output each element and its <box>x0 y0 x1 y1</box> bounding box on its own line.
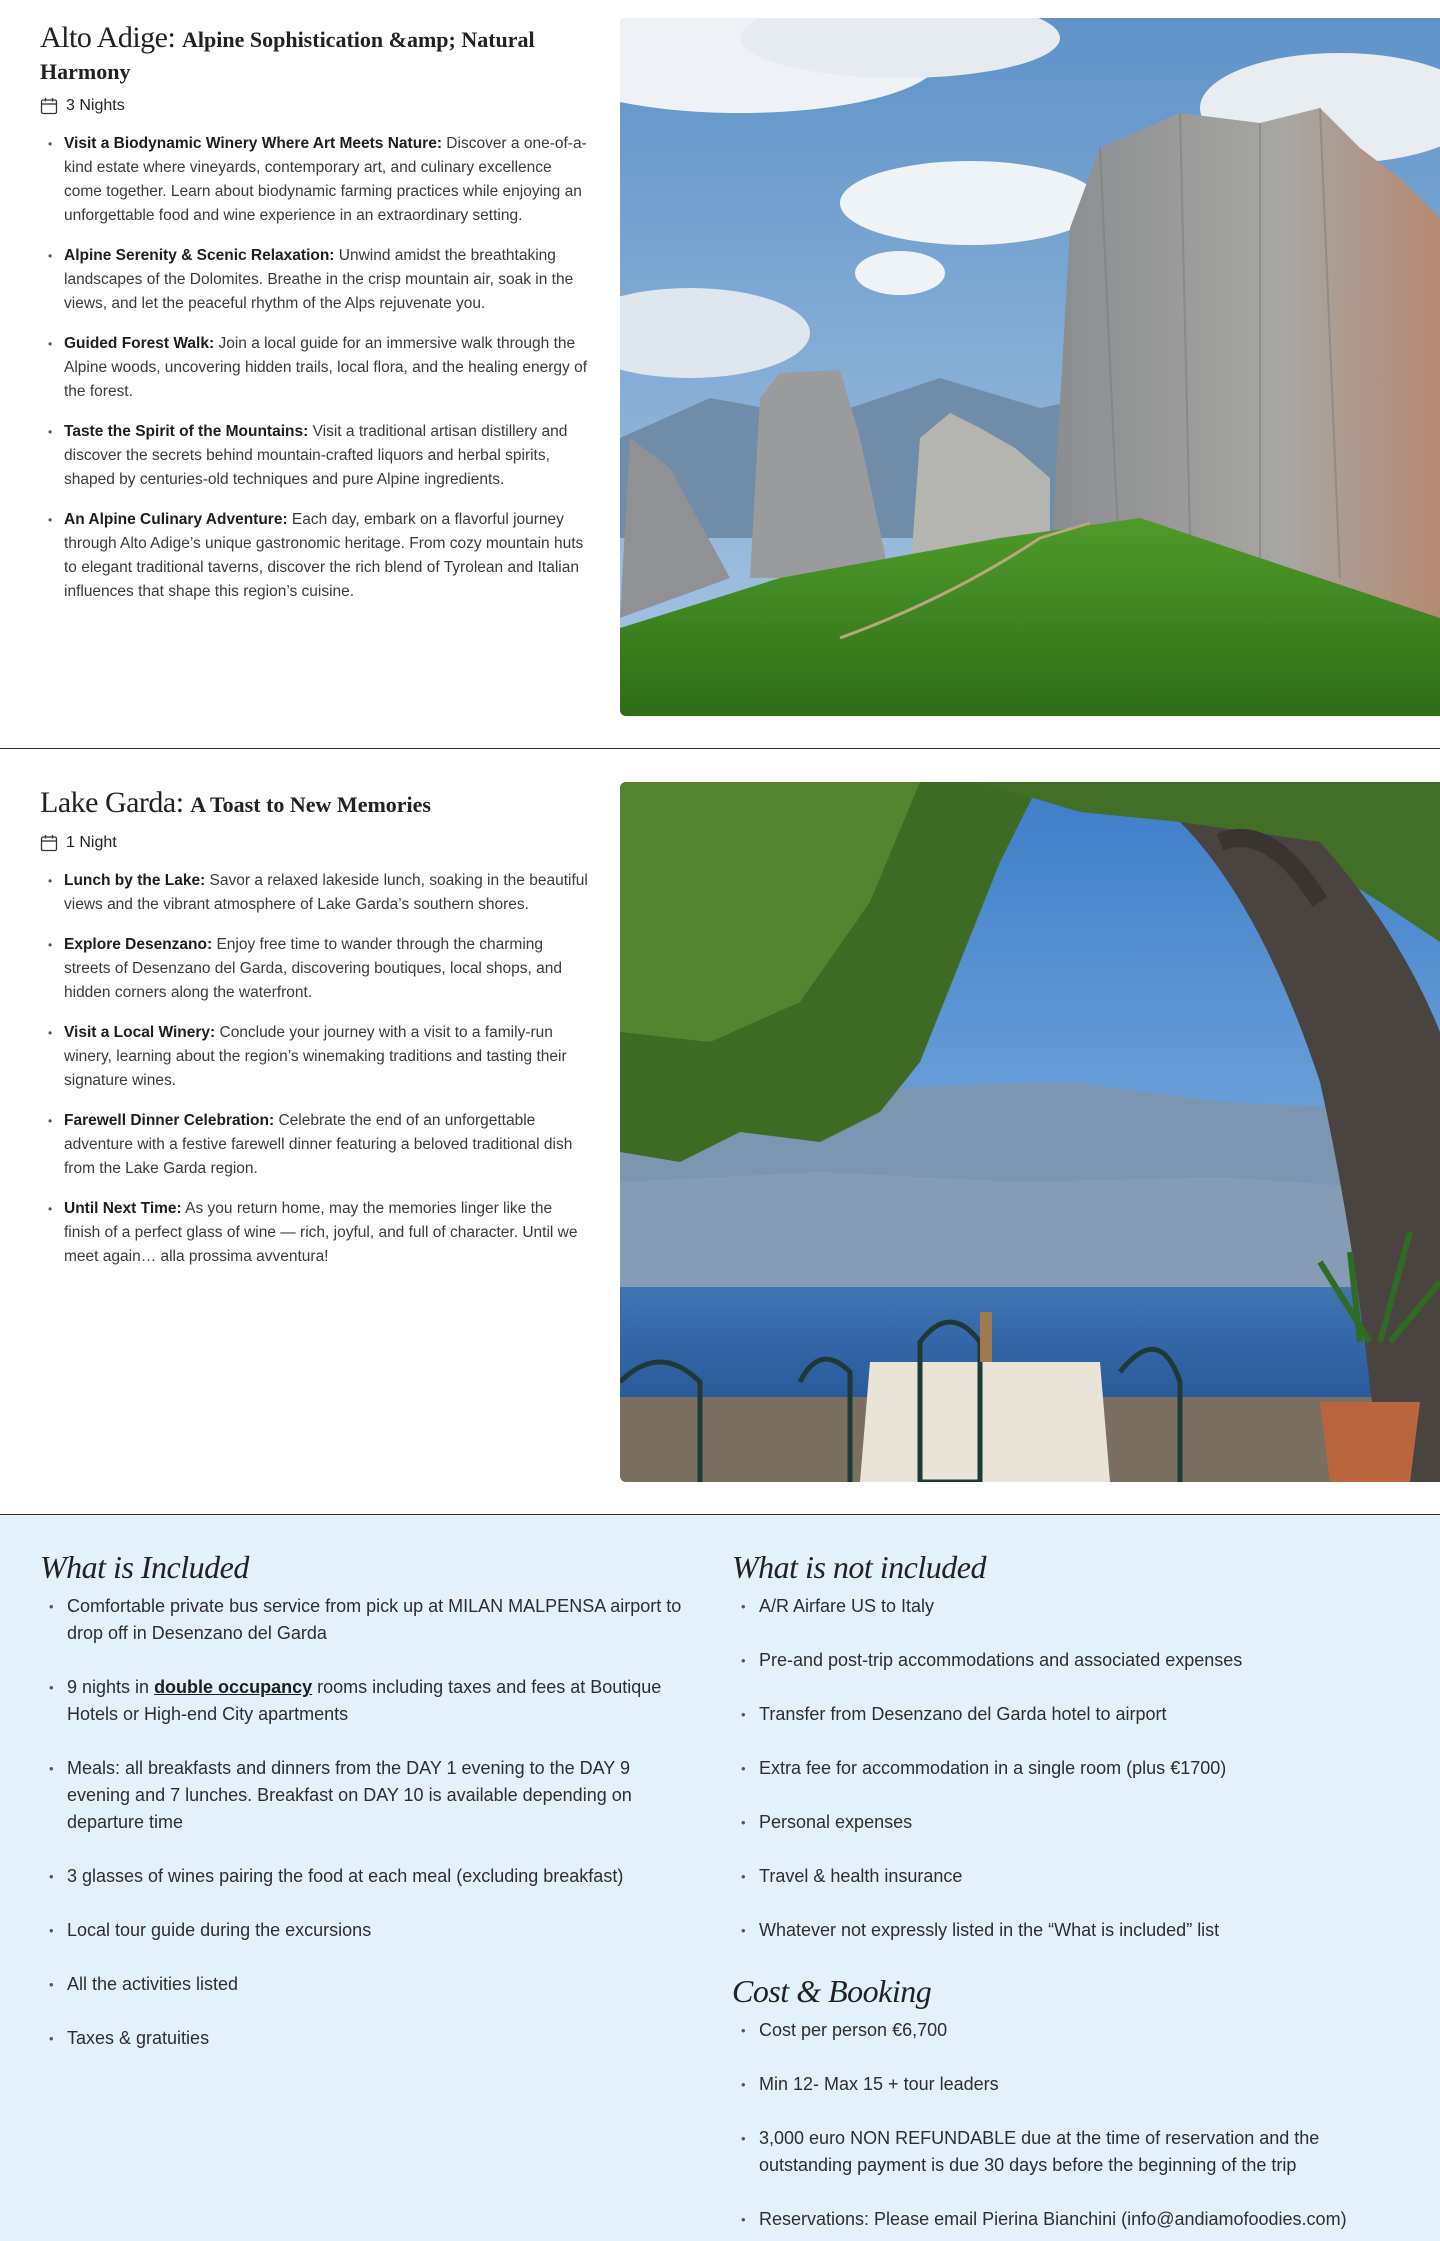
alto-adige-heading <box>40 18 590 86</box>
cost-list <box>732 2017 1412 2233</box>
list-item: • Personal expenses <box>732 1809 1412 1836</box>
region-subtitle: A Toast to New Memories <box>190 792 431 817</box>
list-item: • Pre-and post-trip accommodations and associated expenses <box>732 1647 1412 1674</box>
list-item: • Lunch by the Lake: Savor a relaxed lakeside lunch, soaking in the beautiful views and the vibrant atmosphere of Lake Garda’s southern shores. <box>40 869 590 917</box>
list-item: • Min 12- Max 15 + tour leaders <box>732 2071 1412 2098</box>
region-title: Alto Adige: <box>40 21 176 54</box>
list-item: • Visit a Local Winery: Conclude your journey with a visit to a family-run winery, learning about the region’s winemaking traditions and tasting their signature wines. <box>40 1021 590 1093</box>
calendar-icon <box>40 97 58 115</box>
list-item: • Local tour guide during the excursions <box>40 1917 690 1944</box>
lake-garda-photo <box>620 782 1440 1482</box>
nights-label <box>40 831 590 855</box>
highlights-list <box>40 869 590 1269</box>
inclusions-section <box>0 1514 1440 2241</box>
included-heading: What is Included <box>40 1549 249 1585</box>
lake-garda-heading <box>40 783 590 823</box>
calendar-icon <box>40 834 58 852</box>
list-item: • Visit a Biodynamic Winery Where Art Meets Nature: Discover a one-of-a-kind estate where vineyards, contemporary art, and culinary excellence come together. Learn about biodynamic farming practices while enjoying an unforgettable food and wine experience in an extraordinary setting. <box>40 132 590 228</box>
highlights-list <box>40 132 590 604</box>
dolomites-photo <box>620 18 1440 716</box>
list-item: • Meals: all breakfasts and dinners from the DAY 1 evening to the DAY 9 evening and 7 lunches. Breakfast on DAY 10 is available depending on departure time <box>40 1755 690 1836</box>
list-item: • Transfer from Desenzano del Garda hotel to airport <box>732 1701 1412 1728</box>
nights-text: 3 Nights <box>66 97 125 114</box>
region-subtitle: Alpine Sophistication &amp; Natural Harmony <box>40 27 535 84</box>
list-item: • 3 glasses of wines pairing the food at each meal (excluding breakfast) <box>40 1863 690 1890</box>
list-item: • Guided Forest Walk: Join a local guide for an immersive walk through the Alpine woods, uncovering hidden trails, local flora, and the healing energy of the forest. <box>40 332 590 404</box>
cost-booking-heading: Cost & Booking <box>732 1973 932 2009</box>
list-item: • Reservations: Please email Pierina Bianchini (info@andiamofoodies.com) <box>732 2206 1412 2233</box>
list-item: • Alpine Serenity & Scenic Relaxation: Unwind amidst the breathtaking landscapes of the Dolomites. Breathe in the crisp mountain air, soak in the views, and let the peaceful rhythm of the Alps rejuvenate you. <box>40 244 590 316</box>
list-item: • Whatever not expressly listed in the “What is included” list <box>732 1917 1412 1944</box>
list-item: • Explore Desenzano: Enjoy free time to wander through the charming streets of Desenzano del Garda, discovering boutiques, local shops, and hidden corners along the waterfront. <box>40 933 590 1005</box>
list-item: • An Alpine Culinary Adventure: Each day, embark on a flavorful journey through Alto Adige’s unique gastronomic heritage. From cozy mountain huts to elegant traditional taverns, discover the rich blend of Tyrolean and Italian influences that shape this region’s cuisine. <box>40 508 590 604</box>
list-item: • Travel & health insurance <box>732 1863 1412 1890</box>
nights-label <box>40 94 590 118</box>
included-list <box>40 1593 690 2052</box>
list-item: • Farewell Dinner Celebration: Celebrate the end of an unforgettable adventure with a festive farewell dinner featuring a beloved traditional dish from the Lake Garda region. <box>40 1109 590 1181</box>
not-included-heading: What is not included <box>732 1549 986 1585</box>
list-item: • 9 nights in double occupancy rooms including taxes and fees at Boutique Hotels or High-end City apartments <box>40 1674 690 1728</box>
list-item: • Extra fee for accommodation in a single room (plus €1700) <box>732 1755 1412 1782</box>
list-item: • Taxes & gratuities <box>40 2025 690 2052</box>
list-item: • Taste the Spirit of the Mountains: Visit a traditional artisan distillery and discover the secrets behind mountain-crafted liquors and herbal spirits, shaped by centuries-old techniques and pure Alpine ingredients. <box>40 420 590 492</box>
included-column <box>40 1545 690 2079</box>
double-occupancy-link[interactable]: double occupancy <box>154 1677 313 1697</box>
list-item: • A/R Airfare US to Italy <box>732 1593 1412 1620</box>
list-item: • All the activities listed <box>40 1971 690 1998</box>
list-item: • Until Next Time: As you return home, may the memories linger like the finish of a perfect glass of wine — rich, joyful, and full of character. Until we meet again… alla prossima avventura! <box>40 1197 590 1269</box>
list-item: • Cost per person €6,700 <box>732 2017 1412 2044</box>
alto-adige-text <box>40 18 590 620</box>
region-title: Lake Garda: <box>40 786 184 819</box>
nights-text: 1 Night <box>66 834 117 851</box>
lake-garda-section <box>0 748 1440 1514</box>
lake-garda-text <box>40 783 590 1285</box>
list-item: • 3,000 euro NON REFUNDABLE due at the time of reservation and the outstanding payment is due 30 days before the beginning of the trip <box>732 2125 1412 2179</box>
not-included-list <box>732 1593 1412 1944</box>
not-included-column <box>732 1545 1412 2241</box>
alto-adige-section <box>0 0 1440 748</box>
list-item: • Comfortable private bus service from pick up at MILAN MALPENSA airport to drop off in Desenzano del Garda <box>40 1593 690 1647</box>
